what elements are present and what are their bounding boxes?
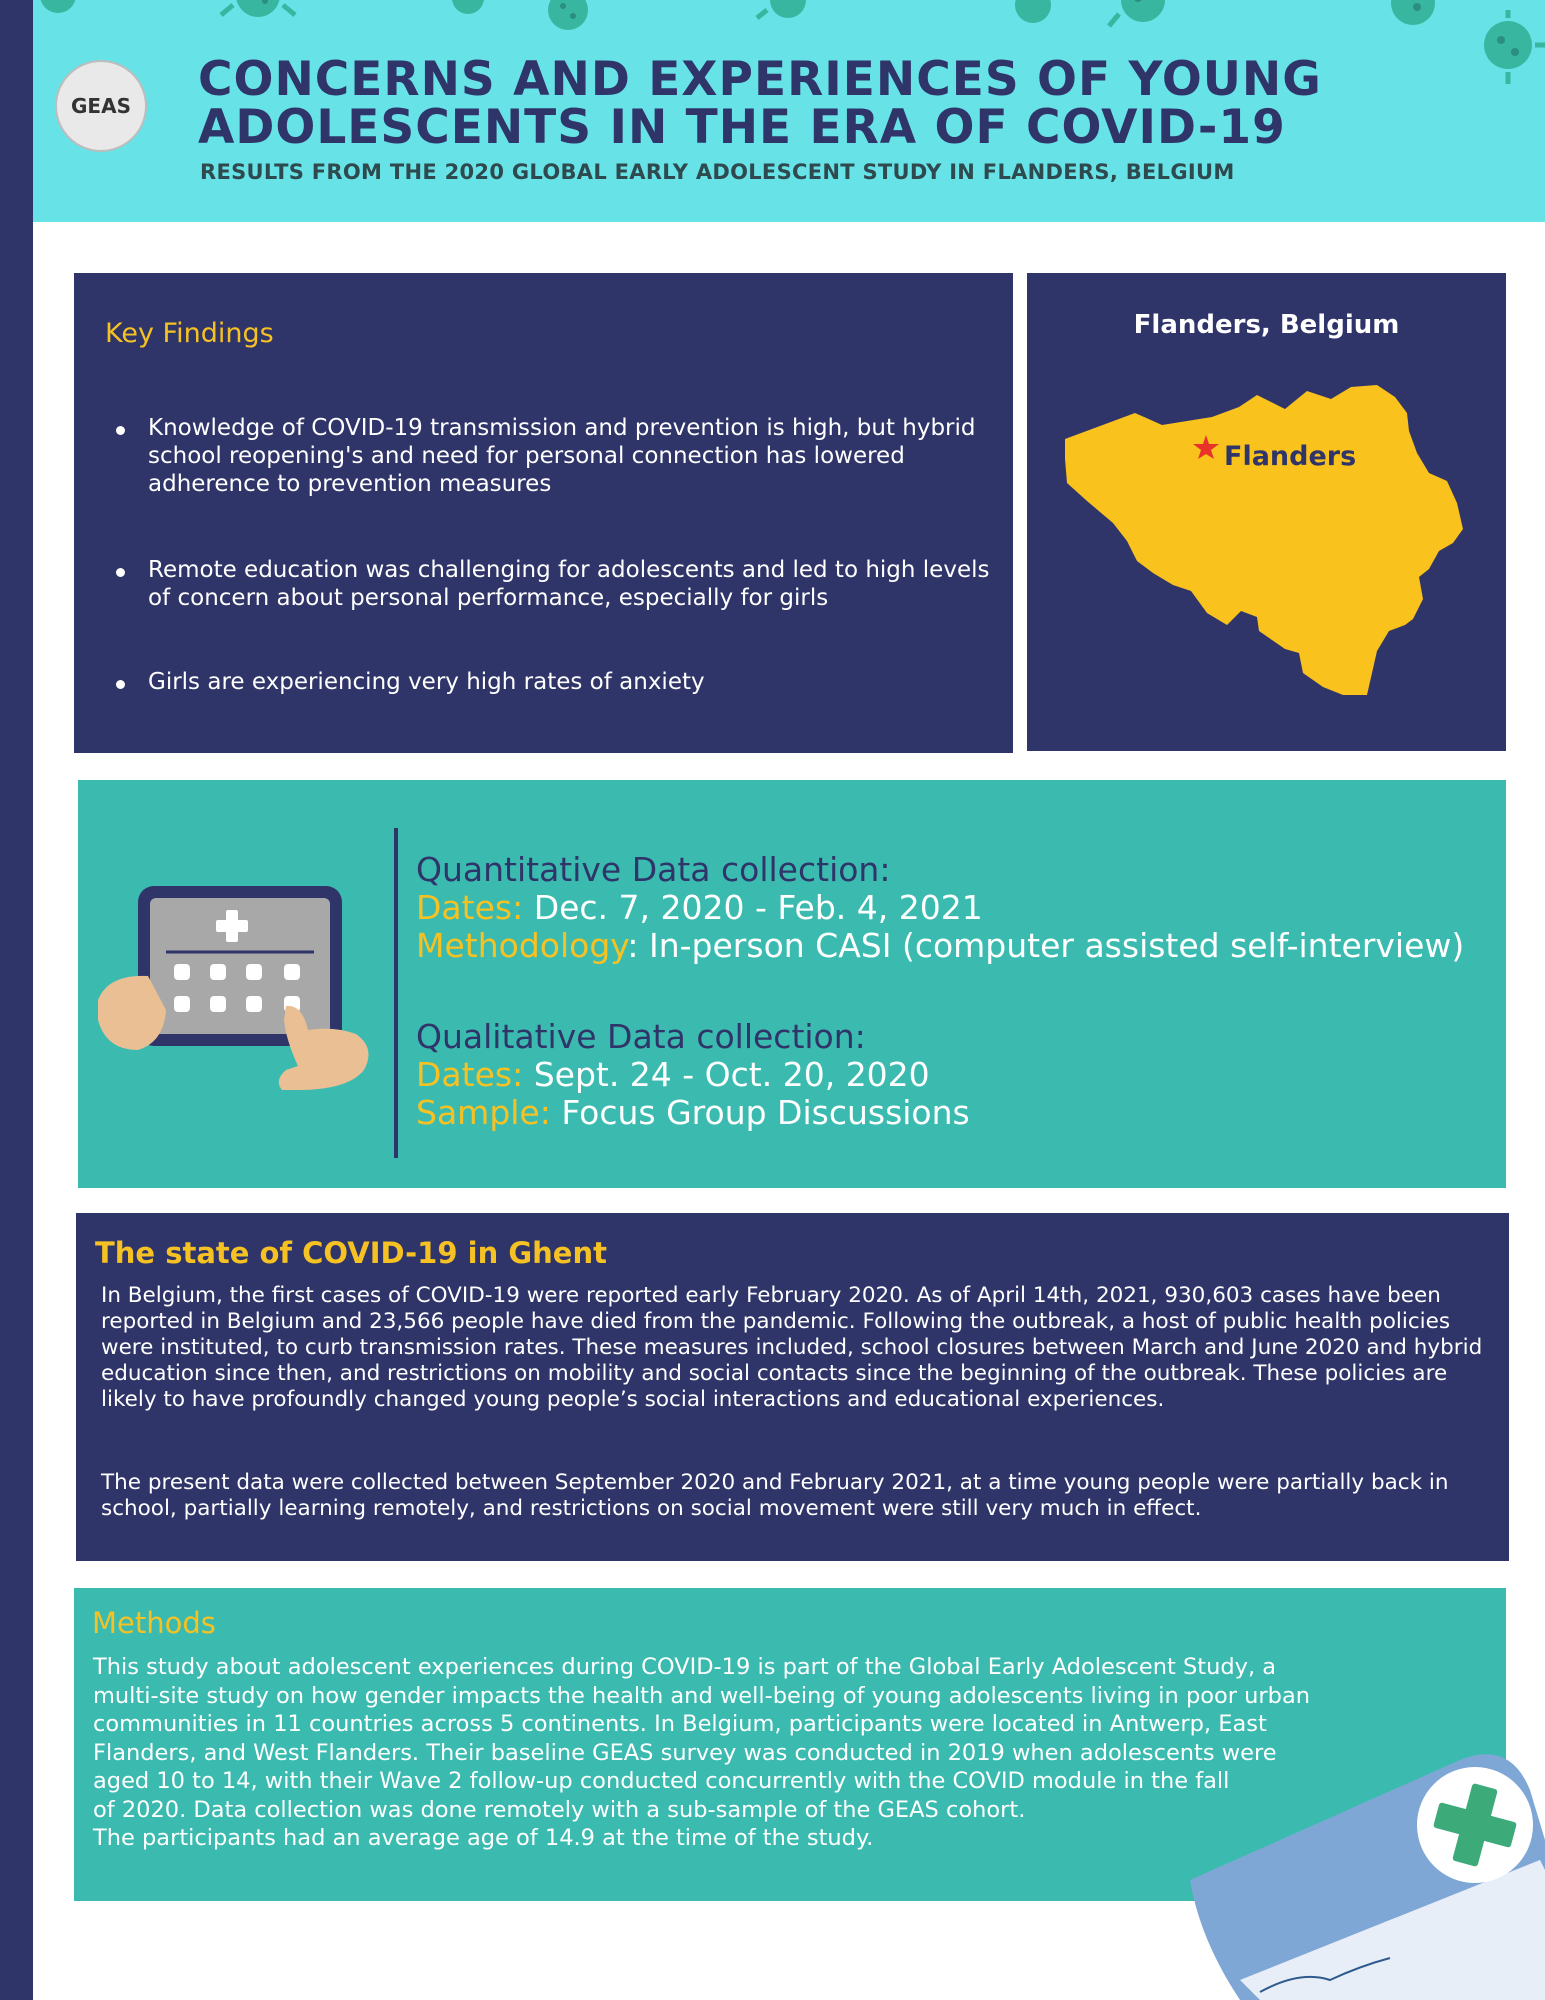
page-subtitle: RESULTS FROM THE 2020 GLOBAL EARLY ADOLESCENT STUDY IN FLANDERS, BELGIUM [200,160,1235,184]
quant-method-value: : In-person CASI (computer assisted self-interview) [627,926,1465,965]
covid-paragraph-2: The present data were collected between September 2020 and February 2021, at a time young people were partially back in school, partially learning remotely, and restrictions on social movement were still very much in effect. [101,1470,1449,1521]
covid-state-heading: The state of COVID-19 in Ghent [95,1236,607,1270]
qual-dates-row [416,1056,930,1094]
geas-logo [55,60,147,152]
qual-sample-value: Focus Group Discussions [561,1093,970,1132]
virus-icon [1463,10,1545,90]
map-region-label: Flanders [1224,441,1357,472]
virus-icon [213,0,303,45]
qual-sample-row [416,1094,970,1132]
methods-line: multi-site study on how gender impacts the health and well-being of young adolescents living in poor urban [93,1682,1310,1709]
methods-line: This study about adolescent experiences during COVID-19 is part of the Global Early Adolescent Study, a [93,1654,1277,1680]
qual-sample-label: Sample: [416,1093,551,1132]
finding-item: Girls are experiencing very high rates of anxiety [148,669,705,695]
quant-dates-row [416,889,983,927]
medical-kit-icon [1180,1730,1545,2000]
flanders-region-shape [1065,385,1463,695]
quant-method-row [416,927,1464,965]
key-findings-heading: Key Findings [105,318,274,349]
methods-heading: Methods [92,1606,216,1640]
methods-line: of 2020. Data collection was done remotely with a sub-sample of the GEAS cohort. [93,1796,1026,1823]
qual-dates-value: Sept. 24 - Oct. 20, 2020 [533,1055,930,1094]
belgium-map [1027,373,1506,703]
bullet-icon [116,426,125,435]
quant-method-label: Methodology [416,926,628,965]
qual-heading: Qualitative Data collection: [416,1017,866,1056]
methods-line: Flanders, and West Flanders. Their baseline GEAS survey was conducted in 2019 when adolescents were [93,1739,1277,1766]
quant-heading: Quantitative Data collection: [416,850,891,889]
page-title-line1: CONCERNS AND EXPERIENCES OF YOUNG [198,52,1322,107]
quant-dates-label: Dates: [416,888,524,927]
section-divider [394,828,398,1158]
covid-paragraph-1: In Belgium, the first cases of COVID-19 were reported early February 2020. As of April 14th, 2021, 930,603 cases have been reported in Belgium and 23,566 people have died from the pandemic. Following the outbreak, a host of public health policies were instituted, to curb transmission rates. These measures included, school closures between March and June 2020 and hybrid education since then, and restrictions on mobility and social contacts since the beginning of the outbreak. These policies are likely to have profoundly changed young people’s social interactions and educational experiences. [101,1283,1483,1412]
virus-icon [33,0,93,30]
qual-dates-label: Dates: [416,1055,524,1094]
finding-item: Knowledge of COVID-19 transmission and prevention is high, but hybrid school reopening's and need for personal connection has lowered adherence to prevention measures [148,415,976,497]
map-title: Flanders, Belgium [1133,310,1400,340]
methods-line: aged 10 to 14, with their Wave 2 follow-up conducted concurrently with the COVID module in the fall [93,1768,1230,1794]
methods-line: The participants had an average age of 14.9 at the time of the study. [93,1825,874,1851]
left-accent-bar [0,0,33,2000]
finding-item: Remote education was challenging for adolescents and led to high levels of concern about personal performance, especially for girls [148,557,990,611]
logo-text: GEAS [71,94,131,118]
bullet-icon [116,680,125,689]
virus-icon [998,0,1068,45]
methods-line: communities in 11 countries across 5 continents. In Belgium, participants were located in Antwerp, East [93,1711,1267,1737]
virus-icon [753,0,823,40]
quant-dates-value: Dec. 7, 2020 - Feb. 4, 2021 [533,888,983,927]
virus-icon [438,0,498,30]
bullet-icon [116,568,125,577]
virus-icon [1373,0,1453,55]
virus-icon [533,0,603,50]
virus-icon [1103,0,1183,50]
tablet-survey-icon [98,880,378,1105]
page-title-line2: ADOLESCENTS IN THE ERA OF COVID-19 [198,100,1286,155]
